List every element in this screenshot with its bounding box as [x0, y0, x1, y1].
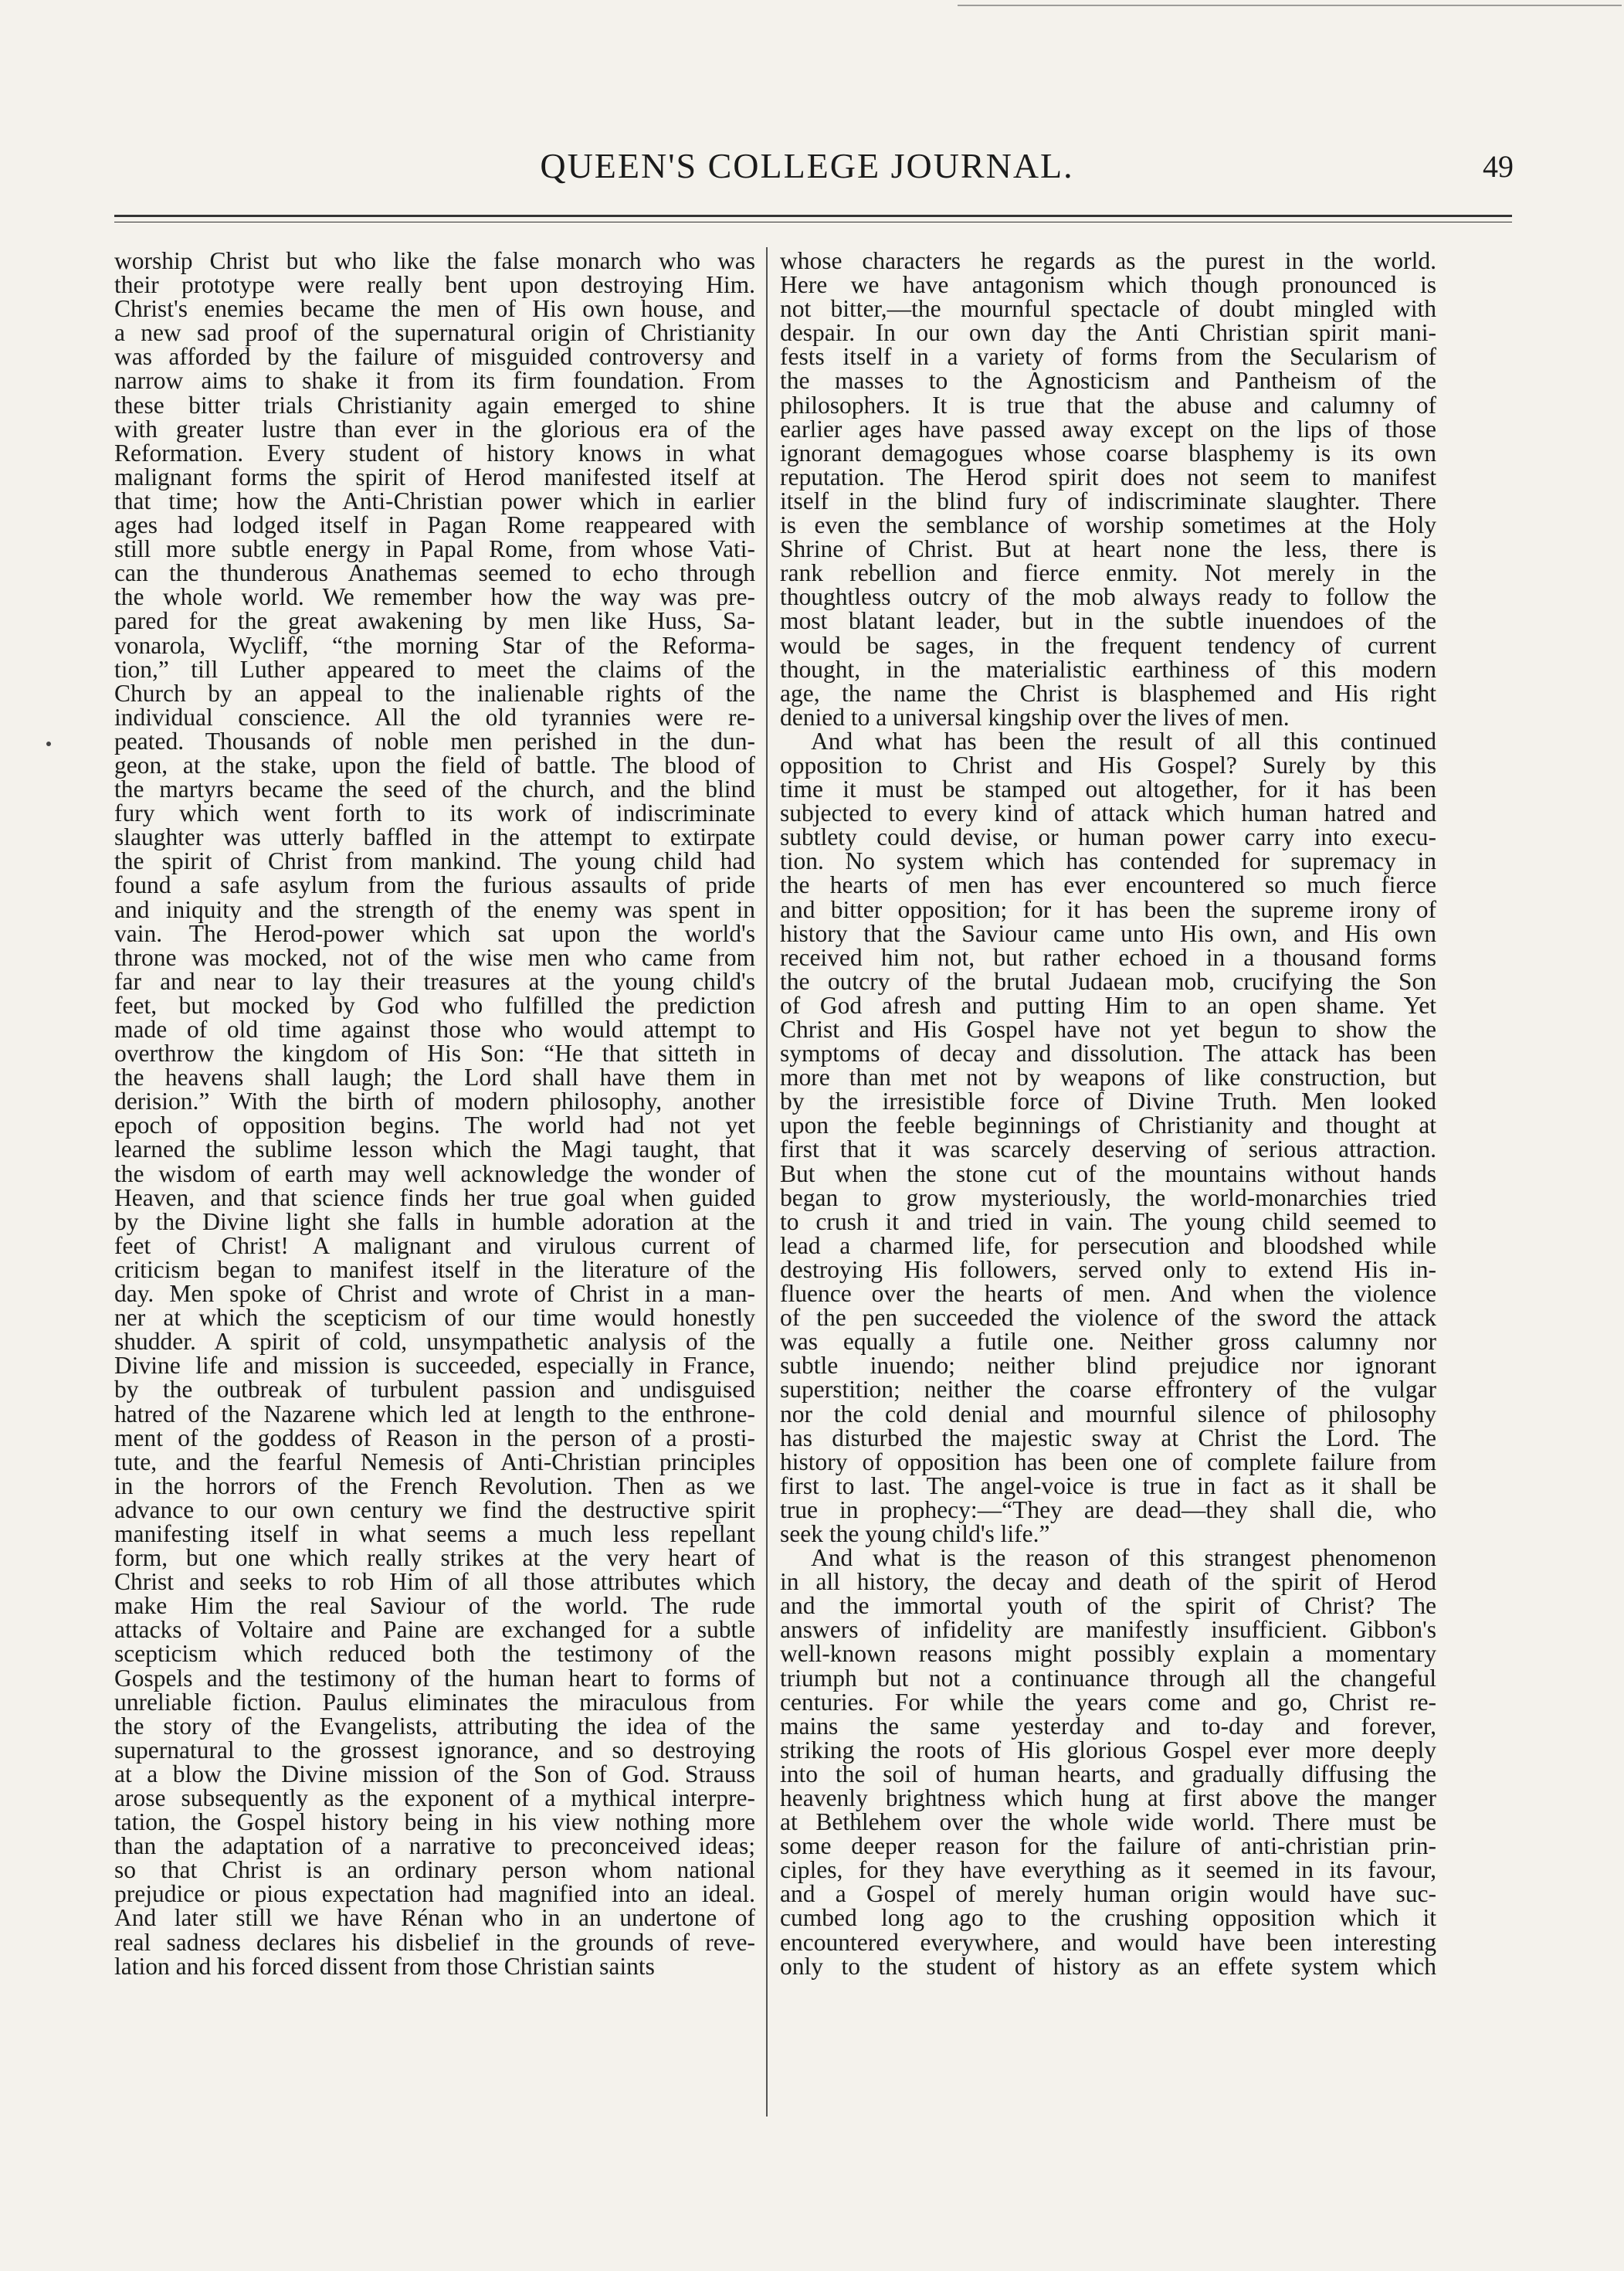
text-line: was afforded by the failure of misguided controversy and	[114, 343, 755, 371]
text-line: at Bethlehem over the whole wide world. There must be	[780, 1808, 1436, 1836]
text-line: overthrow the kingdom of His Son: “He that sitteth in	[114, 1040, 755, 1068]
right-text-column	[780, 249, 1436, 1978]
text-line: arose subsequently as the exponent of a mythical interpre-	[114, 1784, 755, 1811]
text-line: Church by an appeal to the inalienable rights of the	[114, 679, 755, 707]
page-number: 49	[1483, 149, 1514, 184]
text-line: Heaven, and that science finds her true goal when guided	[114, 1183, 755, 1211]
text-line: learned the sublime lesson which the Magi taught, that	[114, 1136, 755, 1163]
text-line: Divine life and mission is succeeded, especially in France,	[114, 1352, 755, 1380]
text-line: only to the student of history as an effete system which	[780, 1952, 1436, 1980]
text-line: tute, and the fearful Nemesis of Anti-Christian principles	[114, 1448, 755, 1475]
text-line: ment of the goddess of Reason in the person of a prosti-	[114, 1424, 755, 1451]
text-line: tation, the Gospel history being in his view nothing more	[114, 1808, 755, 1836]
text-line: Here we have antagonism which though pronounced is	[780, 271, 1436, 299]
text-line: and the immortal youth of the spirit of Christ? The	[780, 1592, 1436, 1620]
text-line: And what is the reason of this strangest phenomenon	[811, 1544, 1436, 1572]
text-line: shudder. A spirit of cold, unsympathetic analysis of the	[114, 1328, 755, 1356]
text-line: ner at which the scepticism of our time would honestly	[114, 1304, 755, 1332]
text-line: reputation. The Herod spirit does not seem to manifest	[780, 463, 1436, 491]
text-line: Christ and His Gospel have not yet begun to show the	[780, 1016, 1436, 1043]
text-line: history of opposition has been one of complete failure from	[780, 1448, 1436, 1475]
text-line: epoch of opposition begins. The world had not yet	[114, 1112, 755, 1139]
top-edge-rule	[958, 5, 1622, 6]
text-line: fests itself in a variety of forms from the Secularism of	[780, 343, 1436, 371]
text-line: history that the Saviour came unto His own, and His own	[780, 919, 1436, 947]
text-line: seek the young child's life.”	[780, 1519, 1050, 1547]
text-line: the wisdom of earth may well acknowledge the wonder of	[114, 1159, 755, 1187]
text-line: of the pen succeeded the violence of the sword the attack	[780, 1304, 1436, 1332]
text-line: criticism began to manifest itself in the literature of the	[114, 1255, 755, 1283]
text-line: and bitter opposition; for it has been the supreme irony of	[780, 895, 1436, 923]
text-line: well-known reasons might possibly explain a momentary	[780, 1640, 1436, 1668]
text-line: lead a charmed life, for persecution and bloodshed while	[780, 1231, 1436, 1259]
text-line: Christ and seeks to rob Him of all those attributes which	[114, 1568, 755, 1596]
text-line: can the thunderous Anathemas seemed to echo through	[114, 559, 755, 587]
text-line: mains the same yesterday and to-day and forever,	[780, 1712, 1436, 1740]
text-line: cumbed long ago to the crushing opposition which it	[780, 1904, 1436, 1932]
text-line: received him not, but rather echoed in a thousand forms	[780, 943, 1436, 971]
text-line: age, the name the Christ is blasphemed and His right	[780, 679, 1436, 707]
text-line: fluence over the hearts of men. And when the violence	[780, 1280, 1436, 1308]
text-line: still more subtle energy in Papal Rome, from whose Vati-	[114, 535, 755, 563]
text-line: in all history, the decay and death of the spirit of Herod	[780, 1568, 1436, 1596]
text-line: Gospels and the testimony of the human heart to forms of	[114, 1664, 755, 1692]
text-line: in the horrors of the French Revolution. Then as we	[114, 1472, 755, 1499]
text-line: the martyrs became the seed of the church, and the blind	[114, 776, 755, 803]
text-line: nor the cold denial and mournful silence of philosophy	[780, 1400, 1436, 1427]
text-line: vain. The Herod-power which sat upon the world's	[114, 919, 755, 947]
text-line: ages had lodged itself in Pagan Rome reappeared with	[114, 511, 755, 539]
text-line: began to grow mysteriously, the world-monarchies tried	[780, 1183, 1436, 1211]
text-line: not bitter,—the mournful spectacle of doubt mingled with	[780, 295, 1436, 323]
text-line: thoughtless outcry of the mob always ready to follow the	[780, 583, 1436, 611]
column-divider	[766, 247, 768, 2117]
margin-speck	[46, 742, 51, 746]
text-line: earlier ages have passed away except on the lips of those	[780, 415, 1436, 443]
text-line: first to last. The angel-voice is true in fact as it shall be	[780, 1472, 1436, 1499]
text-line: is even the semblance of worship sometimes at the Holy	[780, 511, 1436, 539]
text-line: true in prophecy:—“They are dead—they shall die, who	[780, 1495, 1436, 1523]
text-line: so that Christ is an ordinary person whom national	[114, 1856, 755, 1884]
text-line: the masses to the Agnosticism and Pantheism of the	[780, 367, 1436, 395]
text-line: day. Men spoke of Christ and wrote of Christ in a man-	[114, 1280, 755, 1308]
text-line: destroying His followers, served only to extend His in-	[780, 1255, 1436, 1283]
text-line: scepticism which reduced both the testimony of the	[114, 1640, 755, 1668]
text-line: denied to a universal kingship over the lives of men.	[780, 703, 1290, 731]
text-line: make Him the real Saviour of the world. The rude	[114, 1592, 755, 1620]
text-line: unreliable fiction. Paulus eliminates the miraculous from	[114, 1688, 755, 1716]
text-line: fury which went forth to its work of indiscriminate	[114, 799, 755, 827]
text-line: centuries. For while the years come and go, Christ re-	[780, 1688, 1436, 1716]
text-line: answers of infidelity are manifestly insufficient. Gibbon's	[780, 1616, 1436, 1644]
text-line: encountered everywhere, and would have been interesting	[780, 1928, 1436, 1956]
text-line: supernatural to the grossest ignorance, and so destroying	[114, 1736, 755, 1764]
text-line: opposition to Christ and His Gospel? Surely by this	[780, 751, 1436, 779]
text-line: the whole world. We remember how the way was pre-	[114, 583, 755, 611]
text-line: by the irresistible force of Divine Truth. Men looked	[780, 1088, 1436, 1115]
text-line: that time; how the Anti-Christian power which in earlier	[114, 487, 755, 514]
text-line: ciples, for they have everything as it seemed in its favour,	[780, 1856, 1436, 1884]
text-line: a new sad proof of the supernatural origin of Christianity	[114, 319, 755, 347]
text-line: with greater lustre than ever in the glorious era of the	[114, 415, 755, 443]
text-line: hatred of the Nazarene which led at length to the enthrone-	[114, 1400, 755, 1427]
text-line: feet, but mocked by God who fulfilled the prediction	[114, 991, 755, 1019]
text-line: most blatant leader, but in the subtle inuendoes of the	[780, 607, 1436, 635]
text-line: the story of the Evangelists, attributing the idea of the	[114, 1712, 755, 1740]
text-line: And later still we have Rénan who in an undertone of	[114, 1904, 755, 1932]
text-line: manifesting itself in what seems a much less repellant	[114, 1519, 755, 1547]
text-line: subjected to every kind of attack which human hatred and	[780, 799, 1436, 827]
left-text-column	[114, 249, 755, 1978]
text-line: their prototype were really bent upon destroying Him.	[114, 271, 755, 299]
text-line: than the adaptation of a narrative to preconceived ideas;	[114, 1832, 755, 1860]
text-line: vonarola, Wycliff, “the morning Star of the Reforma-	[114, 631, 755, 659]
text-line: upon the feeble beginnings of Christianity and thought at	[780, 1112, 1436, 1139]
text-line: rank rebellion and fierce enmity. Not merely in the	[780, 559, 1436, 587]
text-line: and a Gospel of merely human origin would have suc-	[780, 1880, 1436, 1908]
text-line: subtlety could devise, or human power carry into execu-	[780, 823, 1436, 851]
text-line: time it must be stamped out altogether, for it has been	[780, 776, 1436, 803]
text-line: form, but one which really strikes at the very heart of	[114, 1544, 755, 1572]
text-line: real sadness declares his disbelief in the grounds of reve-	[114, 1928, 755, 1956]
text-line: heavenly brightness which hung at first above the manger	[780, 1784, 1436, 1811]
text-line: has disturbed the majestic sway at Christ the Lord. The	[780, 1424, 1436, 1451]
text-line: striking the roots of His glorious Gospel ever more deeply	[780, 1736, 1436, 1764]
text-line: philosophers. It is true that the abuse and calumny of	[780, 391, 1436, 419]
text-line: symptoms of decay and dissolution. The attack has been	[780, 1040, 1436, 1068]
text-line: the hearts of men has ever encountered so much fierce	[780, 871, 1436, 899]
text-line: more than met not by weapons of like construction, but	[780, 1064, 1436, 1091]
text-line: tion,” till Luther appeared to meet the claims of the	[114, 655, 755, 683]
text-line: made of old time against those who would attempt to	[114, 1016, 755, 1043]
text-line: thought, in the materialistic earthiness of this modern	[780, 655, 1436, 683]
text-line: itself in the blind fury of indiscriminate slaughter. There	[780, 487, 1436, 514]
text-line: despair. In our own day the Anti Christian spirit mani-	[780, 319, 1436, 347]
text-line: by the outbreak of turbulent passion and undisguised	[114, 1376, 755, 1404]
text-line: Christ's enemies became the men of His own house, and	[114, 295, 755, 323]
text-line: Reformation. Every student of history knows in what	[114, 439, 755, 467]
text-line: narrow aims to shake it from its firm foundation. From	[114, 367, 755, 395]
text-line: throne was mocked, not of the wise men who came from	[114, 943, 755, 971]
text-line: worship Christ but who like the false monarch who was	[114, 247, 755, 274]
text-line: derision.” With the birth of modern philosophy, another	[114, 1088, 755, 1115]
text-line: peated. Thousands of noble men perished in the dun-	[114, 727, 755, 755]
text-line: superstition; neither the coarse effrontery of the vulgar	[780, 1376, 1436, 1404]
text-line: subtle inuendo; neither blind prejudice nor ignorant	[780, 1352, 1436, 1380]
text-line: would be sages, in the frequent tendency of current	[780, 631, 1436, 659]
text-line: feet of Christ! A malignant and virulous current of	[114, 1231, 755, 1259]
text-line: attacks of Voltaire and Paine are exchanged for a subtle	[114, 1616, 755, 1644]
text-line: individual conscience. All the old tyrannies were re-	[114, 703, 755, 731]
text-line: Shrine of Christ. But at heart none the less, there is	[780, 535, 1436, 563]
text-line: at a blow the Divine mission of the Son of God. Strauss	[114, 1760, 755, 1787]
header-rule-thick	[114, 215, 1512, 217]
journal-title: QUEEN'S COLLEGE JOURNAL.	[540, 146, 1074, 185]
text-line: triumph but not a continuance through all the changeful	[780, 1664, 1436, 1692]
text-line: geon, at the stake, upon the field of battle. The blood of	[114, 751, 755, 779]
text-line: lation and his forced dissent from those Christian saints	[114, 1952, 655, 1980]
text-line: the heavens shall laugh; the Lord shall have them in	[114, 1064, 755, 1091]
text-line: some deeper reason for the failure of anti-christian prin-	[780, 1832, 1436, 1860]
text-line: first that it was scarcely deserving of serious attraction.	[780, 1136, 1436, 1163]
text-line: into the soil of human hearts, and gradually diffusing the	[780, 1760, 1436, 1787]
text-line: far and near to lay their treasures at the young child's	[114, 967, 755, 995]
text-line: and iniquity and the strength of the enemy was spent in	[114, 895, 755, 923]
text-line: to crush it and tried in vain. The young child seemed to	[780, 1207, 1436, 1235]
text-line: of God afresh and putting Him to an open shame. Yet	[780, 991, 1436, 1019]
text-line: tion. No system which has contended for supremacy in	[780, 847, 1436, 875]
text-line: the spirit of Christ from mankind. The young child had	[114, 847, 755, 875]
text-line: prejudice or pious expectation had magnified into an ideal.	[114, 1880, 755, 1908]
text-line: But when the stone cut of the mountains without hands	[780, 1159, 1436, 1187]
page-header	[108, 137, 1514, 199]
text-line: by the Divine light she falls in humble adoration at the	[114, 1207, 755, 1235]
text-line: And what has been the result of all this continued	[811, 727, 1436, 755]
text-line: whose characters he regards as the purest in the world.	[780, 247, 1436, 274]
text-line: ignorant demagogues whose coarse blasphemy is its own	[780, 439, 1436, 467]
text-line: advance to our own century we find the destructive spirit	[114, 1495, 755, 1523]
text-line: these bitter trials Christianity again emerged to shine	[114, 391, 755, 419]
text-line: the outcry of the brutal Judaean mob, crucifying the Son	[780, 967, 1436, 995]
text-line: slaughter was utterly baffled in the attempt to extirpate	[114, 823, 755, 851]
text-line: was equally a futile one. Neither gross calumny nor	[780, 1328, 1436, 1356]
text-line: pared for the great awakening by men like Huss, Sa-	[114, 607, 755, 635]
text-line: found a safe asylum from the furious assaults of pride	[114, 871, 755, 899]
text-line: malignant forms the spirit of Herod manifested itself at	[114, 463, 755, 491]
